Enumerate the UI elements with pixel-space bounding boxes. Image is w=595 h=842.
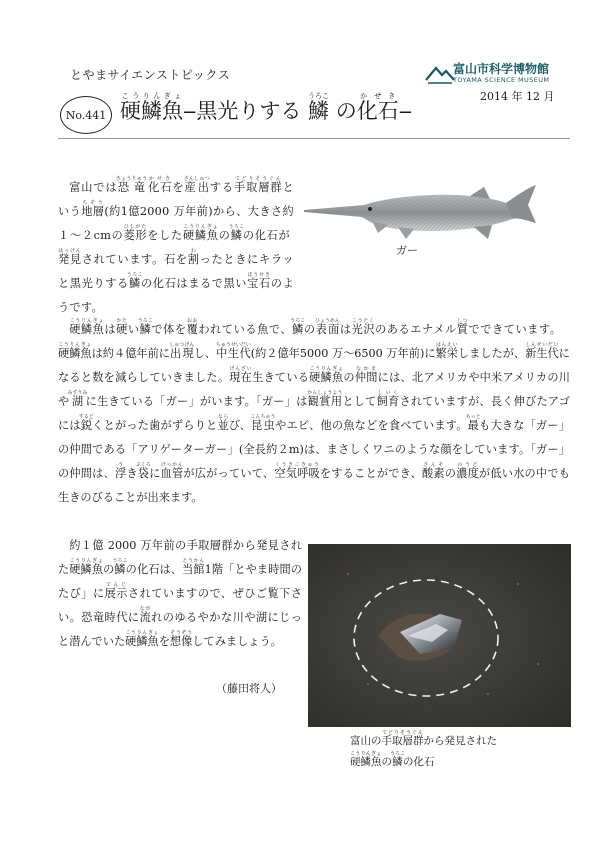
ruby-word: 鱗うろこ <box>390 751 406 768</box>
page-title <box>120 92 412 125</box>
text-run: しましたが、 <box>457 347 526 360</box>
text-run: になると数を減らしていきました。 <box>58 347 570 384</box>
ruby-word: 表面ひょうめん <box>314 318 340 336</box>
text-run: に <box>148 467 161 480</box>
text-run: を <box>158 635 170 648</box>
header-divider <box>58 138 570 139</box>
paragraph-main <box>58 318 570 510</box>
title-word-1: 硬鱗魚こうりんぎょ <box>120 92 183 123</box>
fossil-caption-line-2 <box>350 751 497 772</box>
title-segment-3: ‒ <box>398 99 413 123</box>
ruby-word: 流なが <box>139 606 152 624</box>
text-run: も大きな「ガー」の仲間である「アリゲーターガー」(全長約２m)は、まさしくワニのような顔をしています。「ガー」の仲間は、 <box>58 419 570 480</box>
issue-number-badge <box>60 96 112 134</box>
title-word-3: 化石かせき <box>356 92 399 123</box>
ruby-word: 出現しゅつげん <box>169 342 195 360</box>
ruby-word: 新生代しんせいだい <box>525 342 559 360</box>
text-run: に生きている「ガー」がいます。「ガー」は <box>85 395 308 408</box>
paragraph-intro <box>58 176 294 320</box>
ruby-word: 湖みずうみ <box>67 390 88 408</box>
text-run: の <box>103 563 115 576</box>
ruby-word: 並なら <box>217 414 229 432</box>
ruby-word: 硬鱗魚こうりんぎょ <box>69 318 105 336</box>
text-run: をした <box>147 229 183 242</box>
title-segment-2: の <box>329 99 357 123</box>
ruby-word: 飼育しいく <box>376 390 400 408</box>
text-run: (約２億年5000 万～6500 万年前)に <box>250 347 436 360</box>
ruby-word: 鋭するど <box>78 414 94 432</box>
ruby-word: 恐竜きょうりゅう <box>115 176 148 194</box>
ruby-word: 地層ちそう <box>81 200 105 218</box>
ruby-word: 最もっと <box>465 414 481 432</box>
ruby-word: 繁栄はんえい <box>435 342 458 360</box>
text-run: する <box>209 181 235 194</box>
ruby-word: 観賞用かんしょうよう <box>307 390 343 408</box>
series-label: とやまサイエンストピックス <box>70 68 231 82</box>
ruby-word: 中生代ちゅうせいだい <box>215 342 251 360</box>
museum-name: 富山市科学博物館 <box>453 62 550 76</box>
ruby-word: 発見はっけん <box>58 248 82 266</box>
issue-date: 2014 年 12 月 <box>480 90 555 103</box>
text-run: の <box>343 371 355 384</box>
text-run: くとがった歯がずらりと <box>91 419 218 432</box>
text-run: されていますが、長く伸びたアゴには <box>58 395 570 432</box>
ruby-word: 質しつ <box>456 318 469 336</box>
text-run: 約１億 2000 万年前の手取層群から発見された <box>58 539 302 576</box>
issue-number: No.441 <box>65 108 107 122</box>
text-run: き <box>126 467 138 480</box>
text-run: の <box>218 229 231 242</box>
ruby-word: 宝石ほうせき <box>247 272 271 290</box>
gar-illustration <box>302 183 538 253</box>
text-run: (約1億2000 万年前)から、大きさ約１～２cmの <box>58 205 294 242</box>
text-run: でできています。 <box>468 323 562 336</box>
author-signature: （藤田将人） <box>216 682 282 695</box>
text-run: の化石は、 <box>125 563 183 576</box>
text-run: は <box>104 323 117 336</box>
ruby-word: 産出さんしゅつ <box>183 176 211 194</box>
text-run: は <box>339 323 352 336</box>
fossil-photo <box>308 544 571 727</box>
gar-fish-image <box>302 183 538 253</box>
ruby-word: 現在げんざい <box>229 366 253 384</box>
ruby-word: 浮う <box>114 462 127 480</box>
text-run: には、北アメリカや中米アメリカの川や <box>58 371 570 408</box>
museum-name-english: TOYAMA SCIENCE MUSEUM <box>453 76 550 84</box>
ruby-word: 当館とうかん <box>182 558 205 576</box>
text-run: れのゆるやかな川や湖にじっと潜んでいた <box>58 611 302 648</box>
text-run: は約４億年前に <box>91 347 171 360</box>
ruby-word: 鱗うろこ <box>228 224 245 242</box>
text-run: い <box>127 323 140 336</box>
ruby-word: 硬鱗魚こうりんぎょ <box>350 751 382 768</box>
ruby-word: 仲間なかま <box>354 366 378 384</box>
fossil-scale-image <box>308 544 571 727</box>
text-run: やエビ、他の魚などを食べています。 <box>274 419 468 432</box>
ruby-word: 割わ <box>187 248 200 266</box>
title-word-2: 鱗うろこ <box>308 92 330 123</box>
text-run: が広がっていて、 <box>183 467 275 480</box>
text-run: われている魚で、 <box>198 323 293 336</box>
ruby-word: 血管けっかん <box>160 462 184 480</box>
ruby-word: 硬鱗魚こうりんぎょ <box>309 366 344 384</box>
text-run: をすることができ、 <box>319 467 422 480</box>
text-run: の化石はまるで黒い <box>140 277 248 290</box>
ruby-word: 手取層群てどりそうぐん <box>234 176 283 194</box>
text-run: の <box>303 323 316 336</box>
gar-caption: ガー <box>396 244 418 257</box>
text-run: されています。石を <box>81 253 188 266</box>
ruby-word: 覆おお <box>186 318 199 336</box>
text-run: の化石が <box>242 229 291 242</box>
text-run: として <box>342 395 377 408</box>
text-run: のようです。 <box>58 277 294 314</box>
text-run: の <box>444 467 457 480</box>
ruby-word: 展示てんじ <box>104 582 128 600</box>
text-run: 生きている <box>252 371 310 384</box>
ruby-word: 硬鱗魚こうりんぎょ <box>58 342 92 360</box>
text-run: で体を <box>150 323 187 336</box>
ruby-word: 空気呼吸くうきこきゅう <box>274 462 320 480</box>
ruby-word: 菱形ひしがた <box>123 224 148 242</box>
ruby-word: 酸素さんそ <box>421 462 445 480</box>
title-segment-1: ‒黒光りする <box>183 99 309 123</box>
paragraph-closing <box>58 534 302 654</box>
ruby-word: 硬鱗魚こうりんぎょ <box>69 558 104 576</box>
ruby-word: 想像そうぞう <box>169 630 193 648</box>
text-run: し、 <box>193 347 217 360</box>
ruby-word: 鱗うろこ <box>137 318 153 336</box>
ruby-word: 硬鱗魚こうりんぎょ <box>125 630 159 648</box>
text-run: の化石 <box>403 756 435 768</box>
text-run: を <box>172 181 185 194</box>
ruby-word: 鱗うろこ <box>112 558 128 576</box>
ruby-word: 昆虫こんちゅう <box>250 414 276 432</box>
museum-logo <box>425 60 575 88</box>
fossil-caption-line-1: 富山の手取層群てどりそうぐんから発見された <box>350 730 497 747</box>
fossil-caption <box>350 730 497 772</box>
text-run: のあるエナメル <box>375 323 457 336</box>
text-run: という <box>58 181 294 218</box>
ruby-word: 硬鱗魚こうりんぎょ <box>182 224 219 242</box>
ruby-word: 濃度のうど <box>456 462 479 480</box>
text-run: 1階「とやま時間のたび」に <box>58 563 302 600</box>
text-run: び、 <box>228 419 252 432</box>
text-run: 富山では <box>69 181 118 194</box>
ruby-word: 袋ぶくろ <box>135 462 151 480</box>
text-run: してみましょう。 <box>192 635 282 648</box>
ruby-word: 鱗うろこ <box>126 272 143 290</box>
text-run: の <box>381 756 392 768</box>
ruby-word: 鱗うろこ <box>290 318 306 336</box>
museum-logo-icon <box>425 62 455 86</box>
ruby-word: 硬かた <box>116 318 128 336</box>
ruby-word: 光沢こうたく <box>351 318 376 336</box>
ruby-word: 化石かせき <box>147 176 173 194</box>
text-run: されていますので、ぜひご覧下さい。恐竜時代に <box>58 587 302 624</box>
text-run: が低い水の中でも生きのびることが出来ます。 <box>58 467 570 504</box>
text-run: ったときにキラッと黒光りする <box>58 253 294 290</box>
